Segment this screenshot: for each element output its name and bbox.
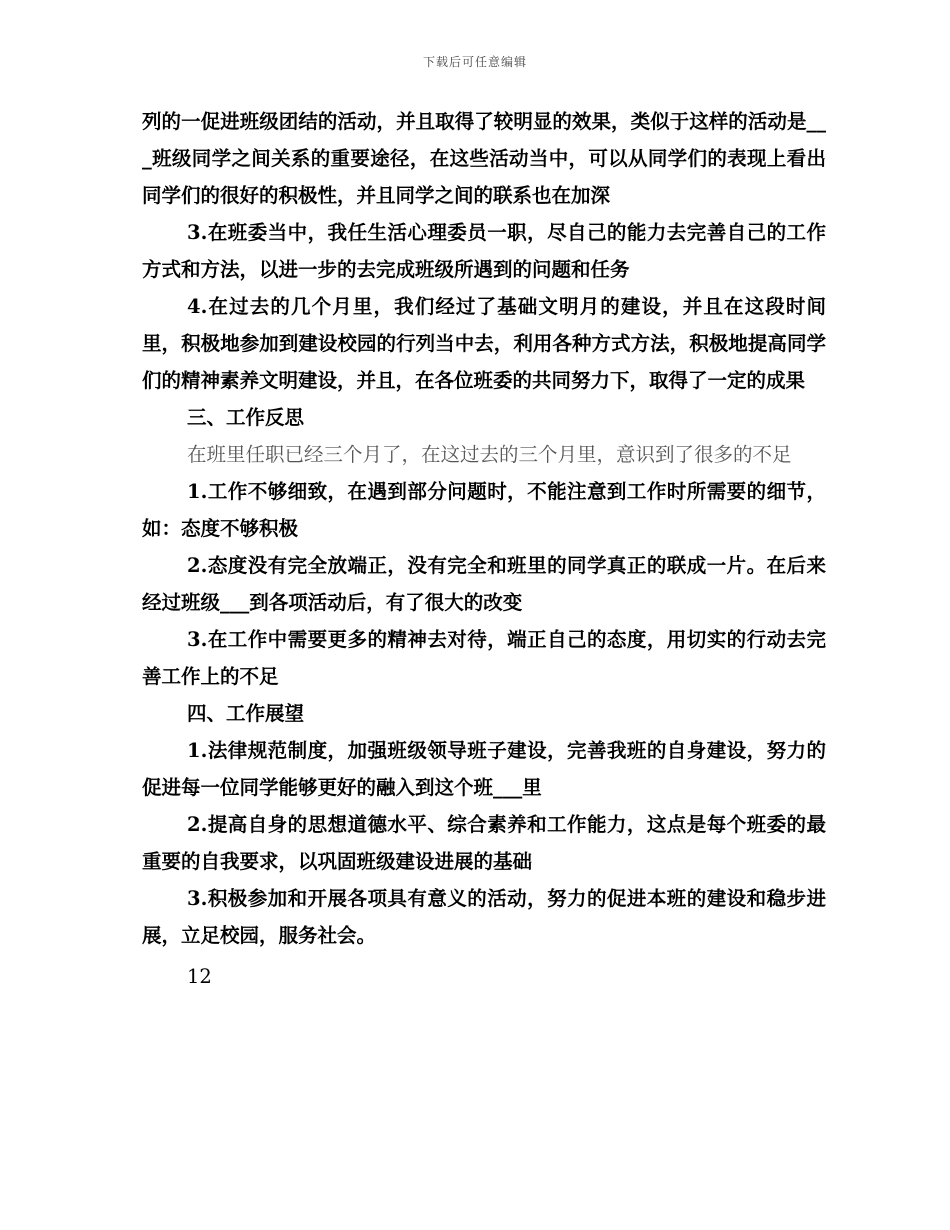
paragraph-reflection-intro: 在班里任职已经三个月了，在这过去的三个月里，意识到了很多的不足 [187, 443, 792, 466]
page-number: 12 [187, 965, 212, 988]
paragraph-reflection-3: 3.在工作中需要更多的精神去对待，端正自己的态度，用切实的行动去完善工作上的不足 [142, 628, 826, 688]
section-heading-outlook: 四、工作展望 [187, 702, 305, 725]
section-heading-reflection: 三、工作反思 [187, 406, 305, 429]
document-body [142, 103, 826, 995]
paragraph-outlook-2: 2.提高自身的思想道德水平、综合素养和工作能力，这点是每个班委的最重要的自我要求，以巩固班级建设进展的基础 [142, 813, 826, 873]
paragraph-continuation: 列的一促进班级团结的活动，并且取得了较明显的效果，类似于这样的活动是___班级同学之间关系的重要途径，在这些活动当中，可以从同学们的表现上看出同学们的很好的积极性，并且同学之间的联系也在加深 [142, 110, 826, 207]
page-header: 下载后可任意编辑 [422, 55, 527, 69]
paragraph-reflection-1: 1.工作不够细致，在遇到部分问题时，不能注意到工作时所需要的细节，如：态度不够积极 [142, 480, 826, 540]
paragraph-outlook-3: 3.积极参加和开展各项具有意义的活动，努力的促进本班的建设和稳步进展，立足校园，服务社会。 [142, 887, 826, 947]
paragraph-item-4-months: 4.在过去的几个月里，我们经过了基础文明月的建设，并且在这段时间里，积极地参加到建设校园的行列当中去，利用各种方式方法，积极地提高同学们的精神素养文明建设，并且，在各位班委的共同努力下，取得了一定的成果 [142, 295, 826, 392]
paragraph-reflection-2: 2.态度没有完全放端正，没有完全和班里的同学真正的联成一片。在后来经过班级___到各项活动后，有了很大的改变 [142, 554, 826, 614]
paragraph-outlook-1: 1.法律规范制度，加强班级领导班子建设，完善我班的自身建设，努力的促进每一位同学能够更好的融入到这个班___里 [142, 739, 826, 799]
paragraph-item-3-committee: 3.在班委当中，我任生活心理委员一职，尽自己的能力去完善自己的工作方式和方法，以进一步的去完成班级所遇到的问题和任务 [142, 221, 826, 281]
